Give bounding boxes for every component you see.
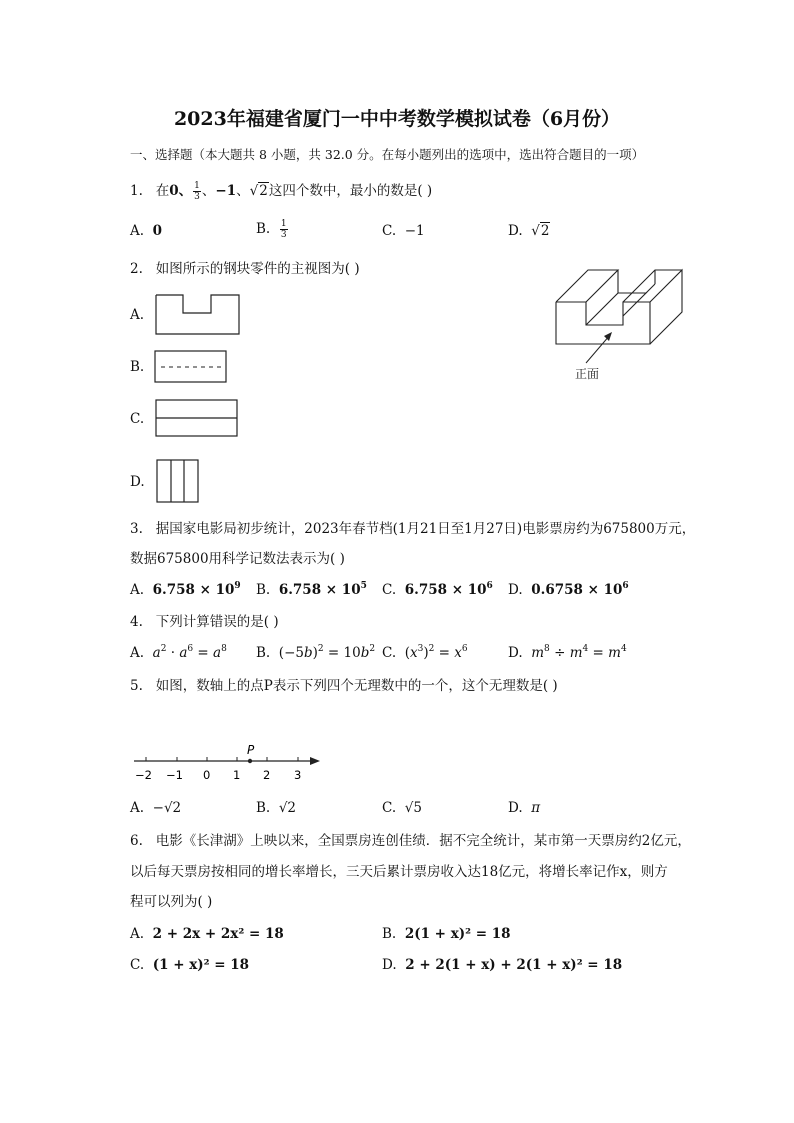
q5-number-line <box>126 738 326 784</box>
option-label: A. <box>130 645 145 661</box>
sqrt-symbol: √ <box>249 183 259 199</box>
q1-option-b[interactable] <box>256 219 289 240</box>
q1-option-a[interactable] <box>130 223 162 239</box>
q5-option-c[interactable] <box>382 800 422 816</box>
q4-text: 下列计算错误的是( ) <box>155 614 279 630</box>
option-label: D. <box>382 957 397 973</box>
option-label: D. <box>508 582 523 598</box>
q4-option-c[interactable]: C. $(x^3)^2 = x^6$ <box>382 644 468 661</box>
question-6-line2: 以后每天票房按相同的增长率增长，三天后累计票房收入达18亿元，将增长率记作x，则方 <box>130 864 668 880</box>
q1-neg1: −1 <box>215 183 237 199</box>
q1-sep: 、 <box>201 183 216 199</box>
option-text: 2 + 2(1 + x) + 2(1 + x)² = 18 <box>405 957 623 973</box>
q2-option-d-figure[interactable] <box>156 459 201 504</box>
option-base: 6.758 × 10 <box>278 582 361 598</box>
option-base: 6.758 × 10 <box>152 582 235 598</box>
option-text: (1 + x)² = 18 <box>152 957 250 973</box>
q2-option-b-figure[interactable] <box>154 350 228 384</box>
q2-option-a-label[interactable]: A. <box>130 307 145 323</box>
question-3-line2: 数据675800用科学记数法表示为( ) <box>130 551 345 567</box>
q6-option-d[interactable] <box>382 957 622 973</box>
block-lines <box>556 270 682 344</box>
question-3-line1 <box>130 520 695 538</box>
option-label: C. <box>382 223 397 239</box>
q5-option-a[interactable] <box>130 800 181 816</box>
q3-number: 3. <box>130 521 143 537</box>
q3-option-a[interactable] <box>130 582 241 598</box>
q1-number: 1. <box>130 183 143 199</box>
option-sqrt <box>531 223 550 239</box>
option-label: B. <box>256 645 271 661</box>
q1-frac-den: 3 <box>194 192 200 202</box>
q6-option-a[interactable] <box>130 926 284 942</box>
option-text: √5 <box>404 800 422 816</box>
q2-option-c-label[interactable]: C. <box>130 411 145 427</box>
option-label: B. <box>256 582 271 598</box>
q6-option-c[interactable] <box>130 957 249 973</box>
option-label: B. <box>382 926 397 942</box>
tick-label: 1 <box>233 768 241 782</box>
option-text: π <box>531 800 541 816</box>
option-base: 6.758 × 10 <box>404 582 487 598</box>
option-label: A. <box>130 800 145 816</box>
q3-option-b[interactable] <box>256 582 367 598</box>
option-base: 0.6758 × 10 <box>531 582 623 598</box>
q2-steel-block-figure <box>548 262 698 387</box>
sqrt-radicand: 2 <box>259 183 268 199</box>
question-2 <box>130 260 360 278</box>
q1-post: 这四个数中，最小的数是( ) <box>268 183 433 199</box>
option-exp: 9 <box>234 581 241 591</box>
option-label: D. <box>508 645 523 661</box>
q1-pre: 在 <box>155 183 170 199</box>
option-label: C. <box>382 800 397 816</box>
question-5 <box>130 677 558 695</box>
axis-arrow <box>310 757 320 765</box>
option-label: B. <box>256 800 271 816</box>
q6-number: 6. <box>130 833 143 849</box>
q3-line1: 据国家电影局初步统计，2023年春节档(1月21日至1月27日)电影票房约为675800万元， <box>155 521 696 537</box>
tick-label: 3 <box>294 768 302 782</box>
q5-option-b[interactable] <box>256 800 296 816</box>
q3-option-c[interactable] <box>382 582 493 598</box>
q2-option-b-label[interactable]: B. <box>130 359 145 375</box>
option-label: C. <box>382 645 397 661</box>
tick-label: 0 <box>203 768 211 782</box>
point-p-label: P <box>247 743 255 757</box>
q2-option-d-label[interactable]: D. <box>130 474 145 490</box>
option-fraction <box>280 219 288 240</box>
q2-option-c-figure[interactable] <box>155 399 239 439</box>
option-text: 2(1 + x)² = 18 <box>404 926 511 942</box>
q1-sep2: 、 <box>236 183 250 199</box>
q5-text: 如图，数轴上的点P表示下列四个无理数中的一个，这个无理数是( ) <box>155 678 558 694</box>
q2-number: 2. <box>130 261 143 277</box>
q2-text: 如图所示的钢块零件的主视图为( ) <box>155 261 360 277</box>
q4-number: 4. <box>130 614 143 630</box>
option-exp: 6 <box>622 581 629 591</box>
q4-option-d[interactable]: D. $m^8 \div m^4 = m^4$ <box>508 644 627 661</box>
frac-den: 3 <box>280 230 287 240</box>
option-text: −√2 <box>152 800 182 816</box>
tick-label: −1 <box>166 768 183 782</box>
question-6-line3: 程可以列为( ) <box>130 894 213 910</box>
option-label: A. <box>130 582 145 598</box>
front-label: 正面 <box>575 367 600 381</box>
option-label: A. <box>130 223 145 239</box>
q1-fraction <box>193 181 201 202</box>
q5-option-d[interactable] <box>508 800 540 816</box>
option-exp: 6 <box>486 581 493 591</box>
q1-option-d[interactable] <box>508 223 550 239</box>
q1-option-c[interactable] <box>382 223 425 239</box>
sqrt-symbol: √ <box>531 223 540 239</box>
option-label: B. <box>256 221 271 237</box>
q2-option-a-figure[interactable] <box>155 294 241 336</box>
option-label: D. <box>508 223 523 239</box>
tick-label: −2 <box>135 768 152 782</box>
point-p <box>248 759 252 763</box>
question-6-line1 <box>130 832 691 850</box>
section-header: 一、选择题（本大题共 8 小题，共 32.0 分。在每小题列出的选项中，选出符合题目的一项） <box>130 147 645 162</box>
q5-number: 5. <box>130 678 143 694</box>
q4-option-b[interactable]: B. $(-5b)^2 = 10b^2$ <box>256 644 376 661</box>
option-label: D. <box>508 800 523 816</box>
arrow-line <box>586 335 610 363</box>
option-exp: 5 <box>360 581 367 591</box>
option-text: √2 <box>278 800 297 816</box>
arrow-head <box>604 332 612 341</box>
option-text: 2 + 2x + 2x² = 18 <box>152 926 284 942</box>
q1-frac-num: 1 <box>194 181 200 191</box>
page-title: 2023年福建省厦门一中中考数学模拟试卷（6月份） <box>173 108 621 130</box>
q6-line1: 电影《长津湖》上映以来，全国票房连创佳绩．据不完全统计，某市第一天票房约2亿元， <box>155 833 691 849</box>
frac-num: 1 <box>280 219 287 229</box>
question-4 <box>130 613 279 631</box>
option-label: A. <box>130 926 145 942</box>
option-text: 0 <box>152 223 163 239</box>
question-1 <box>130 181 432 202</box>
q1-sqrt <box>250 182 269 200</box>
q3-option-d[interactable] <box>508 582 629 598</box>
q4-option-a[interactable]: A. $a^2 \cdot a^6 = a^8$ <box>130 644 227 661</box>
sqrt-radicand: 2 <box>540 223 550 239</box>
q6-option-b[interactable] <box>382 926 511 942</box>
tick-label: 2 <box>263 768 271 782</box>
q1-zero: 0、 <box>169 183 193 199</box>
option-label: C. <box>382 582 397 598</box>
option-label: C. <box>130 957 145 973</box>
option-text: −1 <box>404 223 425 239</box>
